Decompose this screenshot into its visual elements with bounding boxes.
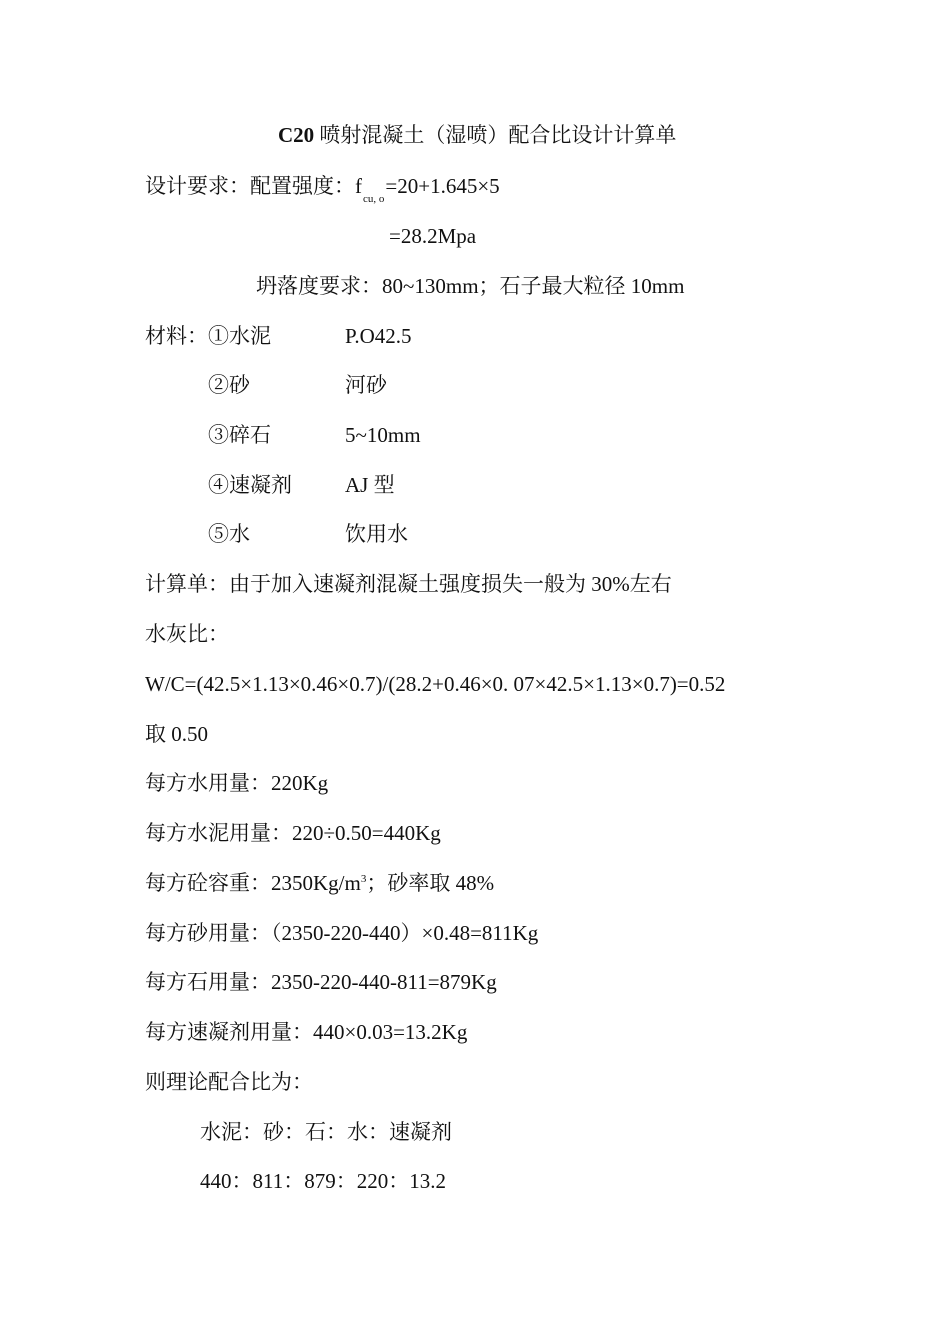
design-requirement (145, 172, 500, 204)
sand-amount: 每方砂用量：（2350-220-440）×0.48=811Kg (145, 921, 539, 945)
material-row (0, 371, 950, 399)
accelerator-amount: 每方速凝剂用量：440×0.03=13.2Kg (145, 1020, 468, 1044)
ratio-header: 水泥：砂：石：水：速凝剂 (200, 1120, 452, 1144)
material-name: ①水泥 (208, 324, 271, 348)
slump-requirement: 坍落度要求：80~130mm；石子最大粒径 10mm (256, 274, 685, 298)
water-amount: 每方水用量：220Kg (145, 771, 329, 795)
wc-formula: W/C=(42.5×1.13×0.46×0.7)/(28.2+0.46×0. 07×42.5×1.13×0.7)=0.52 (145, 672, 726, 696)
density-prefix: 每方砼容重：2350Kg/m (145, 871, 361, 895)
ratio-label: 则理论配合比为： (145, 1070, 313, 1094)
material-name: ②砂 (208, 373, 250, 397)
design-label: 设计要求：配置强度： (145, 174, 355, 198)
material-name: ⑤水 (208, 522, 250, 546)
wc-take: 取 0.50 (145, 722, 208, 746)
material-spec: 5~10mm (345, 423, 421, 447)
design-result: =28.2Mpa (389, 224, 477, 248)
f-symbol: f (355, 174, 362, 198)
material-row (0, 520, 950, 548)
material-row (0, 471, 950, 499)
f-subscript: cu, o (363, 193, 385, 205)
material-spec: 饮用水 (345, 522, 408, 546)
density-superscript: 3 (360, 873, 367, 885)
material-row (0, 322, 950, 350)
material-row (0, 421, 950, 449)
cement-amount: 每方水泥用量：220÷0.50=440Kg (145, 821, 441, 845)
ratio-values: 440：811：879：220：13.2 (200, 1169, 446, 1193)
wc-label: 水灰比： (145, 622, 229, 646)
design-formula: =20+1.645×5 (385, 174, 500, 198)
material-name: ③碎石 (208, 423, 271, 447)
concrete-density (145, 869, 494, 901)
title-text: 喷射混凝土（湿喷）配合比设计计算单 (319, 123, 677, 147)
title-grade: C20 (278, 123, 315, 147)
document-title (278, 121, 676, 149)
calc-intro: 计算单：由于加入速凝剂混凝土强度损失一般为 30%左右 (145, 572, 672, 596)
material-spec: AJ 型 (345, 473, 395, 497)
material-spec: P.O42.5 (345, 324, 412, 348)
material-name: ④速凝剂 (208, 473, 292, 497)
materials-label: 材料： (145, 324, 208, 348)
density-suffix: ；砂率取 48% (366, 871, 495, 895)
material-spec: 河砂 (345, 373, 387, 397)
stone-amount: 每方石用量：2350-220-440-811=879Kg (145, 970, 497, 994)
